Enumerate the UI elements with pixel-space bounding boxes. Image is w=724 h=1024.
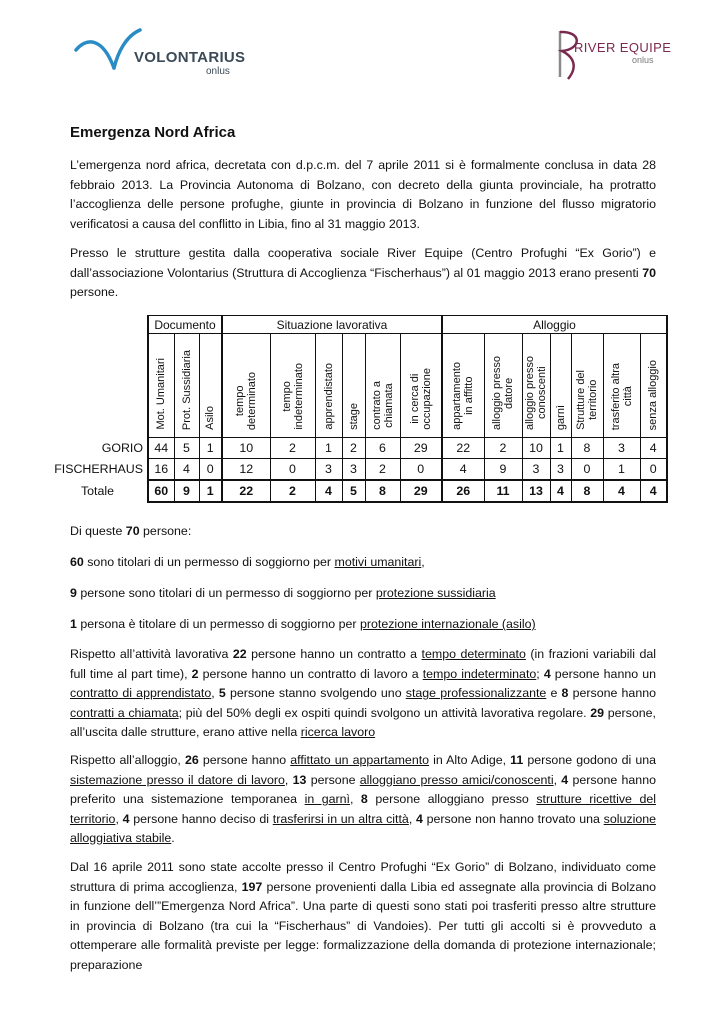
table-cell: 6 — [365, 438, 400, 459]
col-header: trasferito altra città — [603, 334, 640, 438]
table-cell: 0 — [270, 459, 315, 481]
table-cell: 5 — [174, 438, 199, 459]
paragraph-intro — [70, 156, 656, 234]
paragraph-gorio: Dal 16 aprile 2011 sono state accolte presso il Centro Profughi “Ex Gorio” di Bolzano, individuato come struttura di prima accoglienza, 197 persone provenienti dalla Libia ed assegnate alla provincia di Bolzano in funzione dell’”Emergenza Nord Africa”. Una parte di questi sono stati poi trasferiti presso altre strutture in provincia di Bolzano (tra cui la “Fischerhaus” di Vandoies). Per tutti gli accolti si è provveduto a ottemperare alle formalità previste per legge: formalizzazione della domanda di protezione internazionale; preparazione — [70, 860, 656, 972]
col-header: senza alloggio — [640, 334, 667, 438]
table-cell: 4 — [550, 480, 571, 502]
table-cell: 4 — [315, 480, 342, 502]
page-title: Emergenza Nord Africa — [70, 124, 236, 141]
col-header: in cerca di occupazione — [400, 334, 442, 438]
table-cell: 29 — [400, 438, 442, 459]
table-cell: 4 — [603, 480, 640, 502]
volontarius-logo-name: VOLONTARIUS — [134, 49, 246, 66]
col-header: apprendistato — [315, 334, 342, 438]
col-header: tempo indeterminato — [270, 334, 315, 438]
col-header: alloggio presso datore — [484, 334, 522, 438]
col-header: Prot. Sussidiaria — [174, 334, 199, 438]
col-header: Strutture del territorio — [571, 334, 603, 438]
col-header: Asilo — [199, 334, 222, 438]
col-header: tempo determinato — [222, 334, 270, 438]
table-cell: 0 — [640, 459, 667, 481]
col-header: alloggio presso conoscenti — [522, 334, 550, 438]
table-cell: 4 — [640, 480, 667, 502]
volontarius-logo-sub: onlus — [206, 66, 230, 77]
table-cell: 1 — [315, 438, 342, 459]
table-cell: 0 — [571, 459, 603, 481]
sentence-asilo: 1 persona è titolare di un permesso di soggiorno per protezione internazionale (asilo) — [70, 617, 536, 631]
col-header: garnì — [550, 334, 571, 438]
table-row — [52, 480, 667, 502]
table-cell: 9 — [484, 459, 522, 481]
table-cell: 1 — [603, 459, 640, 481]
table-cell: 5 — [342, 480, 365, 502]
table-cell: 8 — [571, 480, 603, 502]
table-cell: 8 — [365, 480, 400, 502]
table-cell: 10 — [222, 438, 270, 459]
row-label: FISCHERHAUS — [54, 462, 143, 477]
presence-text: Presso le strutture gestita dalla cooperativa sociale River Equipe (Centro Profughi “Ex Gorio”) e dall’associazione Volontarius (Struttura di Accoglienza “Fischerhaus”) al 01 maggio 2013 erano presenti — [70, 246, 656, 280]
table-cell: 8 — [571, 438, 603, 459]
table-cell: 11 — [484, 480, 522, 502]
paragraph-lavoro: Rispetto all’attività lavorativa 22 persone hanno un contratto a tempo determinato (in frazioni variabili dal full time al part time), 2 persone hanno un contratto di lavoro a tempo indeterminato; 4 persone hanno un contratto di apprendistato, 5 persone stanno svolgendo uno stage professionalizzante e 8 persone hanno contratti a chiamata; più del 50% degli ex ospiti quindi svolgono un attività lavorativa regolare. 29 persone, all’uscita dalle strutture, erano attive nella ricerca lavoro — [70, 647, 656, 739]
table-cell: 0 — [199, 459, 222, 481]
table-cell: 2 — [484, 438, 522, 459]
sentence-umanitari: 60 sono titolari di un permesso di soggiorno per motivi umanitari, — [70, 555, 425, 569]
paragraph-presence — [70, 244, 656, 303]
river-equipe-logo-name: RIVER EQUIPE — [574, 40, 672, 55]
table-cell: 2 — [342, 438, 365, 459]
group-situazione-lavorativa: Situazione lavorativa — [222, 316, 442, 334]
table-cell: 3 — [522, 459, 550, 481]
intro-text: L’emergenza nord africa, decretata con d.p.c.m. del 7 aprile 2011 si è formalmente conclusa in data 28 febbraio 2013. La Provincia Autonoma di Bolzano, con decreto della giunta provinciale, ha protratto l’accoglienza delle persone profughe, giunte in provincia di Bolzano in funzione del flusso migratorio verificatosi a causa del conflitto in Libia, fino al 31 maggio 2013. — [70, 158, 656, 231]
volontarius-v-mark-icon — [72, 28, 142, 83]
table-cell: 2 — [365, 459, 400, 481]
volontarius-logo — [72, 28, 246, 83]
table-cell: 13 — [522, 480, 550, 502]
table-cell: 60 — [148, 480, 174, 502]
table-cell: 9 — [174, 480, 199, 502]
table-cell: 2 — [270, 480, 315, 502]
statistics-table — [52, 315, 668, 503]
presence-count: 70 — [642, 265, 656, 280]
table-row — [52, 459, 667, 481]
table-cell: 26 — [442, 480, 484, 502]
paragraph-alloggio: Rispetto all’alloggio, 26 persone hanno affittato un appartamento in Alto Adige, 11 persone godono di una sistemazione presso il datore di lavoro, 13 persone alloggiano presso amici/conoscenti, 4 persone hanno preferito una sistemazione temporanea in garnì, 8 persone alloggiano presso strutture ricettive del territorio, 4 persone hanno deciso di trasferirsi in un altra città, 4 persone non hanno trovato una soluzione alloggiativa stabile. — [70, 753, 657, 845]
table-cell: 2 — [270, 438, 315, 459]
table-cell: 3 — [315, 459, 342, 481]
table-cell: 1 — [199, 480, 222, 502]
table-cell: 29 — [400, 480, 442, 502]
table-cell: 1 — [199, 438, 222, 459]
table-cell: 4 — [640, 438, 667, 459]
river-equipe-logo — [552, 27, 682, 82]
table-cell: 22 — [222, 480, 270, 502]
table-cell: 4 — [442, 459, 484, 481]
row-label: GORIO — [101, 441, 143, 455]
table-cell: 3 — [342, 459, 365, 481]
sentence-sussidiaria: 9 persone sono titolari di un permesso di soggiorno per protezione sussidiaria — [70, 586, 496, 600]
table-row — [52, 438, 667, 459]
table-cell: 0 — [400, 459, 442, 481]
table-cell: 22 — [442, 438, 484, 459]
col-header: appartamento in affitto — [442, 334, 484, 438]
presence-end: persone. — [70, 285, 119, 299]
table-cell: 44 — [148, 438, 174, 459]
sentence-summary: Di queste 70 persone: — [70, 524, 192, 538]
table-cell: 16 — [148, 459, 174, 481]
table-cell: 1 — [550, 438, 571, 459]
row-label: Totale — [80, 484, 115, 498]
col-header: Mot. Umanitari — [148, 334, 174, 438]
table-cell: 3 — [603, 438, 640, 459]
table-cell: 4 — [174, 459, 199, 481]
river-equipe-logo-sub: onlus — [632, 55, 654, 65]
col-header: stage — [342, 334, 365, 438]
group-alloggio: Alloggio — [442, 316, 667, 334]
table-cell: 12 — [222, 459, 270, 481]
table-cell: 3 — [550, 459, 571, 481]
col-header: contrato a chiamata — [365, 334, 400, 438]
table-cell: 10 — [522, 438, 550, 459]
group-documento: Documento — [148, 316, 222, 334]
